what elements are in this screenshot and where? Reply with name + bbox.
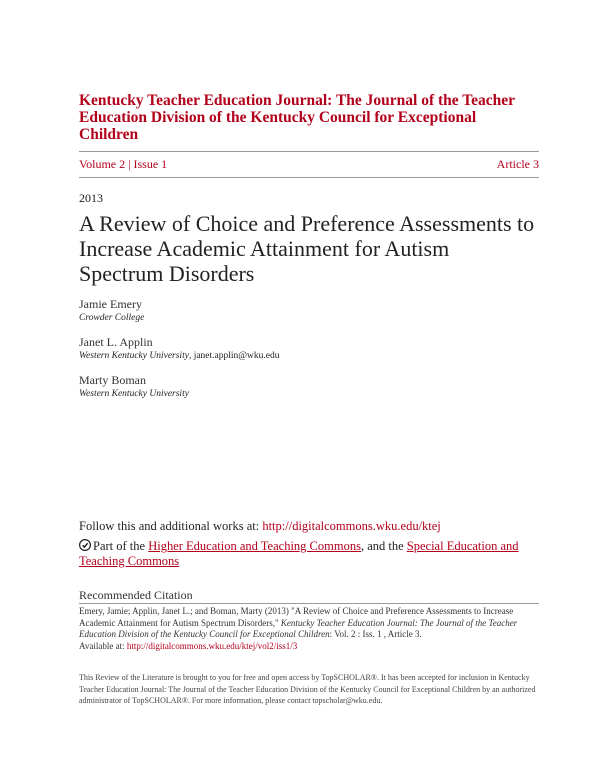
author-name: Janet L. Applin xyxy=(79,335,153,349)
divider xyxy=(79,603,539,604)
publication-year: 2013 xyxy=(79,191,103,205)
author-name: Marty Boman xyxy=(79,373,146,387)
follow-text: Follow this and additional works at: xyxy=(79,519,263,533)
recommended-citation-heading: Recommended Citation xyxy=(79,588,193,602)
follow-link[interactable]: http://digitalcommons.wku.edu/ktej xyxy=(262,519,441,533)
author-name: Jamie Emery xyxy=(79,297,142,311)
affiliation-text: Western Kentucky University xyxy=(79,351,189,361)
volume-issue-link[interactable]: Volume 2 | Issue 1 xyxy=(79,157,168,171)
author-affiliation: Western Kentucky University xyxy=(79,389,189,399)
article-title: A Review of Choice and Preference Assessments to Increase Academic Attainment for Autism Spectrum Disorders xyxy=(79,211,535,286)
author-email: , janet.applin@wku.edu xyxy=(188,351,280,361)
part-of-prefix: Part of the xyxy=(93,539,149,553)
author-block xyxy=(79,335,279,363)
citation-journal: Kentucky Teacher Education Journal: The Journal of the Teacher Education Division of the Kentucky Council for Exceptional Children xyxy=(79,617,518,639)
open-access-icon xyxy=(79,539,91,551)
citation-volume: : Vol. 2 : Iss. 1 , Article 3. xyxy=(329,629,422,639)
author-block xyxy=(79,297,144,325)
citation-text xyxy=(79,606,534,652)
article-number-link[interactable]: Article 3 xyxy=(496,157,539,171)
author-affiliation xyxy=(79,349,279,363)
citation-url-link[interactable]: http://digitalcommons.wku.edu/ktej/vol2/iss1/3 xyxy=(126,640,298,651)
journal-title[interactable]: Kentucky Teacher Education Journal: The Journal of the Teacher Education Division of the Kentucky Council for Exceptional Children xyxy=(79,92,515,143)
follow-line xyxy=(79,519,441,534)
issue-line xyxy=(79,157,539,172)
author-block xyxy=(79,373,189,401)
footer-notice: This Review of the Literature is brought to you for free and open access by TopSCHOLAR®. It has been accepted for inclusion in Kentucky Teacher Education Journal: The Journal of the Teacher Education Division of the Kentucky Council for Exceptional Children by an authorized administrator of TopSCHOLAR®. For more information, please contact topscholar@wku.edu. xyxy=(79,673,536,705)
citation-main: Emery, Jamie; Applin, Janet L.; and Boman, Marty (2013) "A Review of Choice and Preference Assessments to Increase Academic Attainment for Autism Spectrum Disorders," xyxy=(79,606,514,628)
divider xyxy=(79,151,539,152)
special-education-commons-link[interactable]: Special Education and Teaching Commons xyxy=(79,539,519,568)
higher-education-commons-link[interactable]: Higher Education and Teaching Commons xyxy=(148,539,361,553)
divider xyxy=(79,177,539,178)
author-affiliation: Crowder College xyxy=(79,313,145,323)
part-of-middle: , and the xyxy=(360,539,407,553)
citation-available-at: Available at: xyxy=(79,640,127,651)
part-of-line xyxy=(79,539,529,569)
